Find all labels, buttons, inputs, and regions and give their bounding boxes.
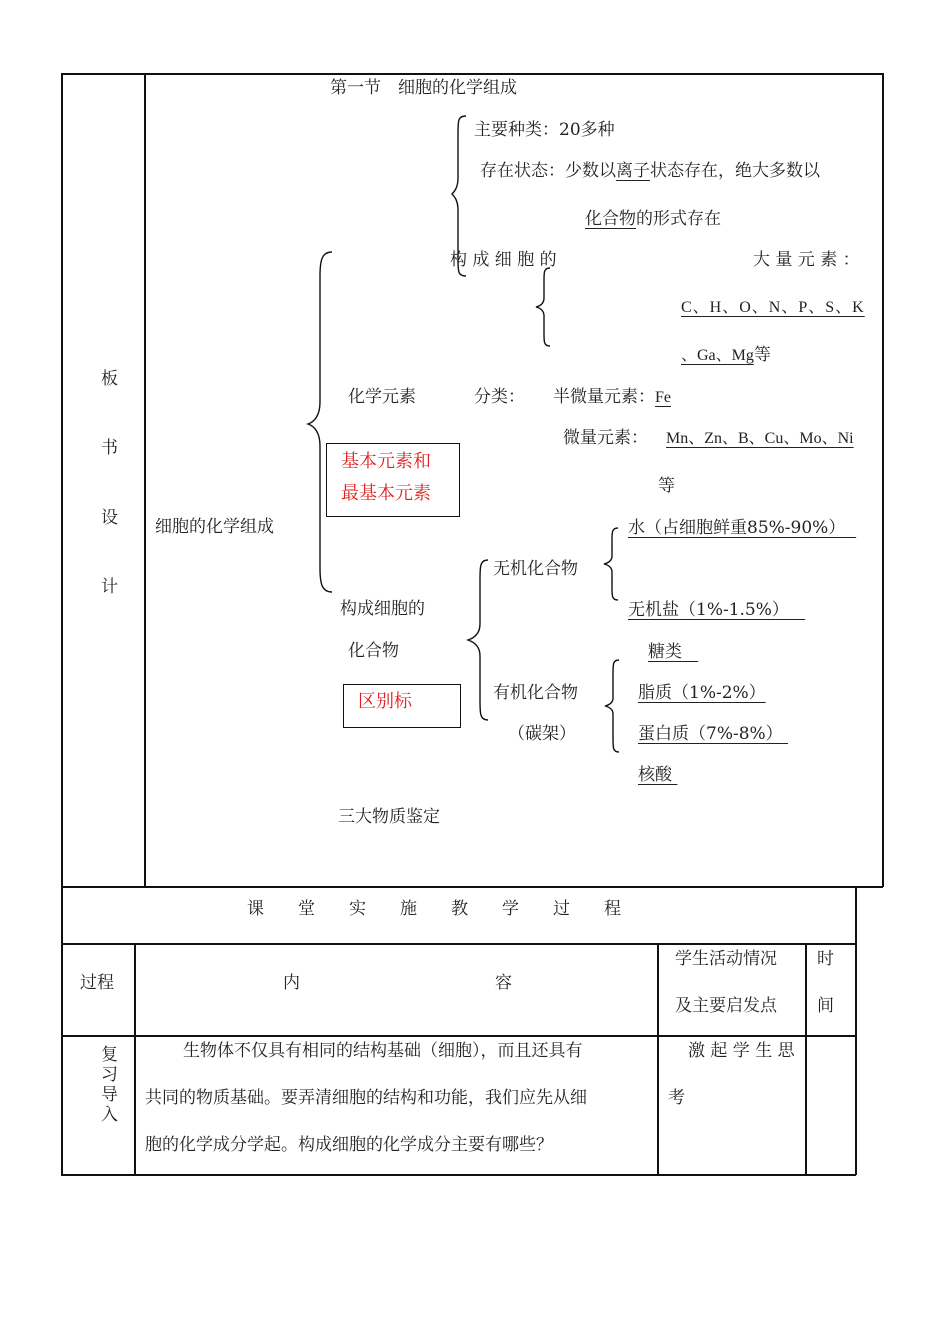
protein-item (638, 726, 788, 743)
state-ion: 离子 (616, 161, 650, 181)
lipid-text: 脂质（1%-2%） (638, 683, 766, 703)
sugar-text: 糖类 (648, 642, 682, 662)
element-state-2 (585, 211, 721, 228)
brace-main (308, 252, 336, 592)
nucleic-item (638, 767, 677, 784)
semi-trace-value: Fe (655, 389, 671, 406)
main-topic: 细胞的化学组成 (155, 517, 274, 537)
brace-compound (468, 560, 492, 720)
trace-label: 微量元素： (563, 428, 648, 448)
major-list-2-text: 、Ga、Mg (681, 347, 754, 364)
board-border-top (61, 73, 883, 75)
major-label: 大 量 元 素 ： (753, 250, 860, 270)
organic-note: （碳架） (508, 724, 576, 744)
process-bottom-line (61, 1174, 856, 1176)
row1-stage-3: 导 (101, 1085, 118, 1105)
basic-element-box-line2: 最基本元素 (341, 483, 431, 504)
nucleic-text: 核酸 (638, 765, 672, 785)
row1-content-2: 共同的物质基础。要弄清细胞的结构和功能，我们应先从细 (145, 1088, 587, 1108)
process-col-2 (657, 943, 659, 1175)
salt-text: 无机盐（1%-1.5%） (628, 600, 789, 620)
col-time-1: 时 (817, 949, 834, 969)
compound-label-1: 构成细胞的 (340, 599, 425, 619)
identify-label: 三大物质鉴定 (338, 807, 440, 827)
major-list-1: C、H、O、N、P、S、K (681, 299, 865, 316)
state-mid: 状态存在，绝大多数以 (650, 161, 820, 181)
trace-value: Mn、Zn、B、Cu、Mo、Ni (666, 430, 854, 447)
major-etc: 等 (753, 345, 771, 365)
compose-prefix: 构 成 细 胞 的 (450, 250, 557, 270)
board-border-divider (144, 73, 146, 887)
inorganic-label: 无机化合物 (493, 559, 578, 579)
row1-content-3: 胞的化学成分学起。构成细胞的化学成分主要有哪些？ (145, 1135, 553, 1155)
process-header-line (61, 943, 856, 945)
trace-etc: 等 (658, 476, 675, 496)
state-prefix: 存在状态：少数以 (480, 161, 616, 181)
basic-element-box-line1: 基本元素和 (341, 451, 431, 472)
col-content-1: 内 (283, 973, 300, 993)
lipid-item (638, 685, 766, 702)
compound-label-2: 化合物 (348, 641, 399, 661)
process-col-3 (805, 943, 807, 1175)
water-item (628, 520, 856, 537)
col-student-1: 学生活动情况 (675, 949, 777, 969)
col-process: 过程 (80, 973, 114, 993)
brace-organic (605, 660, 623, 752)
board-border-bottom (61, 886, 883, 888)
element-state (480, 163, 820, 180)
process-border-right (855, 886, 857, 1175)
brace-major (536, 268, 552, 346)
col-content-2: 容 (495, 973, 512, 993)
state-suffix: 的形式存在 (636, 209, 721, 229)
board-border-right (882, 73, 884, 887)
row1-stage-1: 复 (101, 1045, 118, 1065)
row1-student-1: 激 起 学 生 思 (688, 1041, 795, 1061)
col-student-2: 及主要启发点 (675, 996, 777, 1016)
process-border-left (61, 886, 63, 1175)
element-label: 化学元素 (348, 387, 416, 407)
side-label-3: 设 (101, 508, 118, 528)
major-list-2 (681, 347, 771, 364)
col-time-2: 间 (817, 996, 834, 1016)
process-title: 课 堂 实 施 教 学 过 程 (247, 899, 621, 919)
section-title: 第一节 细胞的化学组成 (330, 78, 517, 98)
side-label-4: 计 (101, 577, 118, 597)
organic-label: 有机化合物 (493, 683, 578, 703)
distinguish-box-text: 区别标 (358, 691, 412, 712)
state-compound: 化合物 (585, 209, 636, 229)
row1-stage-2: 习 (101, 1065, 118, 1085)
element-types: 主要种类：20多种 (474, 120, 615, 140)
side-label-1: 板 (101, 369, 118, 389)
brace-inorganic (604, 528, 622, 600)
semi-trace-label: 半微量元素： (553, 387, 655, 407)
row1-student-2: 考 (668, 1088, 685, 1108)
process-row-line (61, 1035, 856, 1037)
row1-stage (101, 1045, 118, 1125)
process-col-1 (134, 943, 136, 1175)
salt-item (628, 602, 805, 619)
row1-content-1: 生物体不仅具有相同的结构基础（细胞），而且还具有 (183, 1041, 583, 1061)
water-text: 水（占细胞鲜重85%-90%） (628, 518, 846, 538)
side-label-2: 书 (101, 438, 118, 458)
protein-text: 蛋白质（7%-8%） (638, 724, 783, 744)
classify-label: 分类： (474, 387, 525, 407)
row1-stage-4: 入 (101, 1105, 118, 1125)
sugar-item (648, 644, 698, 661)
board-border-left (61, 73, 63, 887)
semi-trace (553, 389, 671, 406)
